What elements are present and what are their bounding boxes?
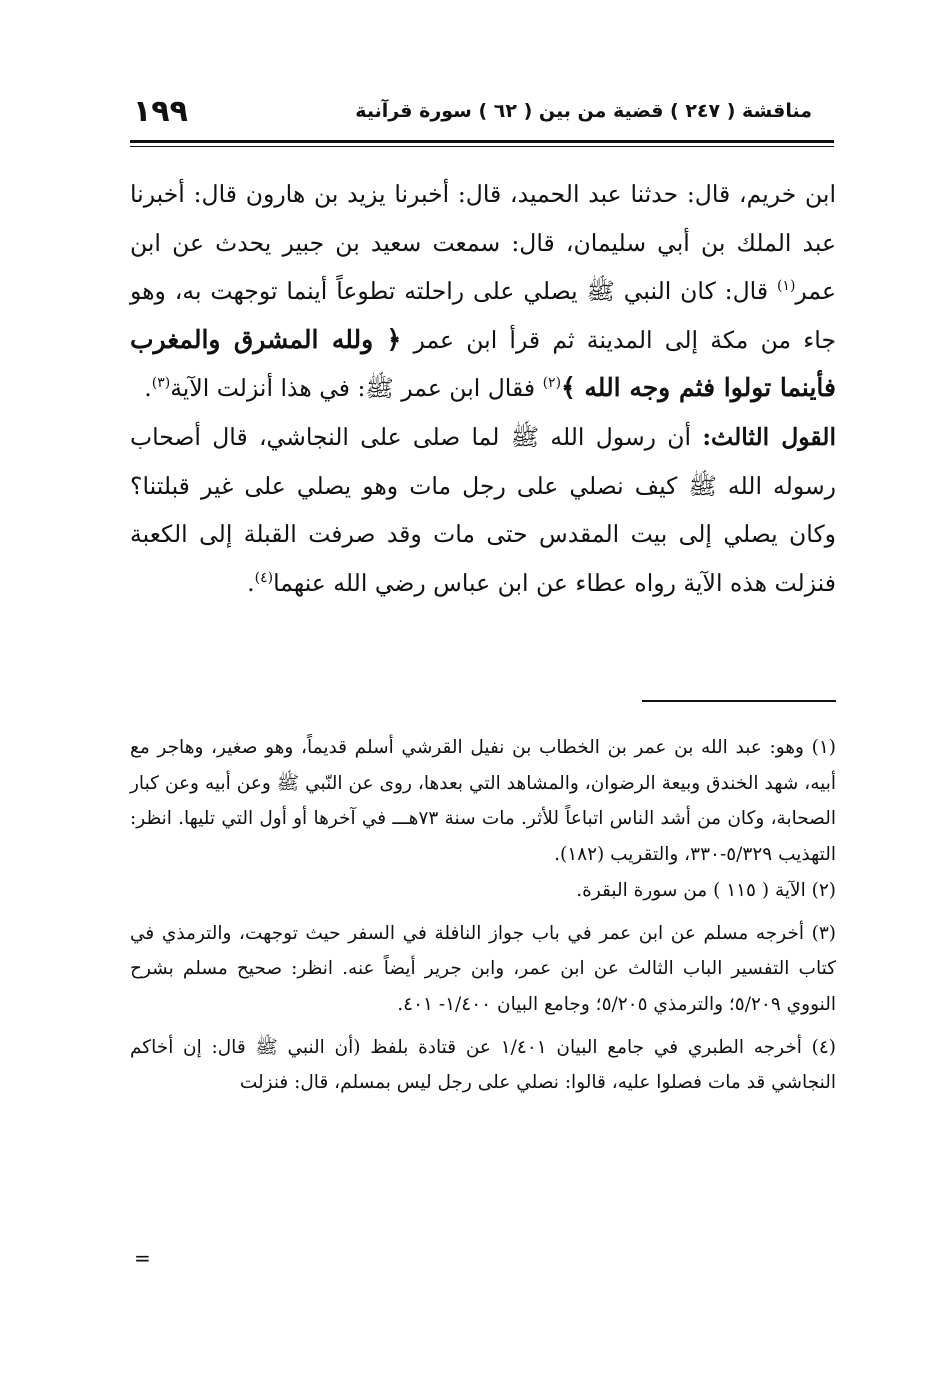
quran-verse: ﴿ ولله المشرق والمغرب فأينما تولوا فثم وجه الله ﴾ [130, 324, 836, 403]
paragraph-1-text-a: ابن خريم، قال: حدثنا عبد الحميد، قال: أخبرنا يزيد بن هارون قال: أخبرنا عبد الملك بن أبي سليمان، قال: سمعت سعيد بن جبير يحدث عن ابن عمر [130, 180, 836, 306]
page-number: ١٩٩ [133, 94, 188, 129]
footnote-1: (١) وهو: عبد الله بن عمر بن الخطاب بن نفيل القرشي أسلم قديماً، وهو صغير، وهاجر مع أبيه، شهد الخندق وبيعة الرضوان، والمشاهد التي بعدها، روى عن النّبي ﷺ وعن أبيه وعن كبار الصحابة، وكان من أشد الناس اتباعاً للأثر. مات سنة ٧٣هـــ في آخرها أو أول التي تليها. انظر: التهذيب ٥/٣٢٩-٣٣٠، والتقريب (١٨٢). [130, 737, 837, 866]
paragraph-2 [130, 413, 836, 607]
main-text [130, 170, 836, 607]
paragraph-1-text-b: قال: كان النبي ﷺ يصلي على راحلته تطوعاً أينما توجهت به، وهو جاء من مكة إلى المدينة ثم قرأ ابن عمر [130, 277, 836, 354]
paragraph-1-text-c: فقال ابن عمر ﷺ: في هذا أنزلت الآية [170, 374, 543, 403]
footnote-ref-2[interactable]: (٢) [542, 375, 562, 392]
footnote-ref-4[interactable]: (٤) [254, 569, 274, 586]
running-title: مناقشة ( ٢٤٧ ) قضية من بين ( ٦٢ ) سورة قرآنية [355, 100, 812, 122]
paragraph-2-end: . [247, 568, 255, 597]
header-rule [130, 140, 834, 147]
paragraph-1 [130, 170, 836, 413]
paragraph-2-text: أن رسول الله ﷺ لما صلى على النجاشي، قال أصحاب رسوله الله ﷺ كيف نصلي على رجل مات وهو يصلي على غير قبلتنا؟ وكان يصلي إلى بيت المقدس حتى مات وقد صرفت القبلة إلى الكعبة فنزلت هذه الآية رواه عطاء عن ابن عباس رضي الله عنهما [130, 422, 836, 597]
footnotes [130, 730, 836, 1101]
footnote-separator [642, 700, 836, 702]
footnote-4: (٤) أخرجه الطبري في جامع البيان ١/٤٠١ عن قتادة بلفظ (أن النبي ﷺ قال: إن أخاكم النجاشي قد مات فصلوا عليه، قالوا: نصلي على رجل ليس بمسلم، قال: فنزلت [130, 1036, 836, 1094]
footnote-ref-3[interactable]: (٣) [151, 375, 171, 392]
footnote-2: (٢) الآية ( ١١٥ ) من سورة البقرة. [576, 879, 836, 901]
footnote-ref-1[interactable]: (١) [776, 278, 796, 295]
continuation-mark: = [134, 1246, 151, 1270]
section-lead: القول الثالث: [702, 422, 836, 451]
footnote-3: (٣) أخرجه مسلم عن ابن عمر في باب جواز النافلة في السفر حيث توجهت، والترمذي في كتاب التفسير الباب الثالث عن ابن عمر، وابن جرير أيضاً عنه. انظر: صحيح مسلم بشرح النووي ٥/٢٠٩؛ والترمذي ٥/٢٠٥؛ وجامع البيان ١/٤٠٠- ٤٠١. [130, 922, 836, 1015]
paragraph-1-end: . [144, 374, 152, 403]
